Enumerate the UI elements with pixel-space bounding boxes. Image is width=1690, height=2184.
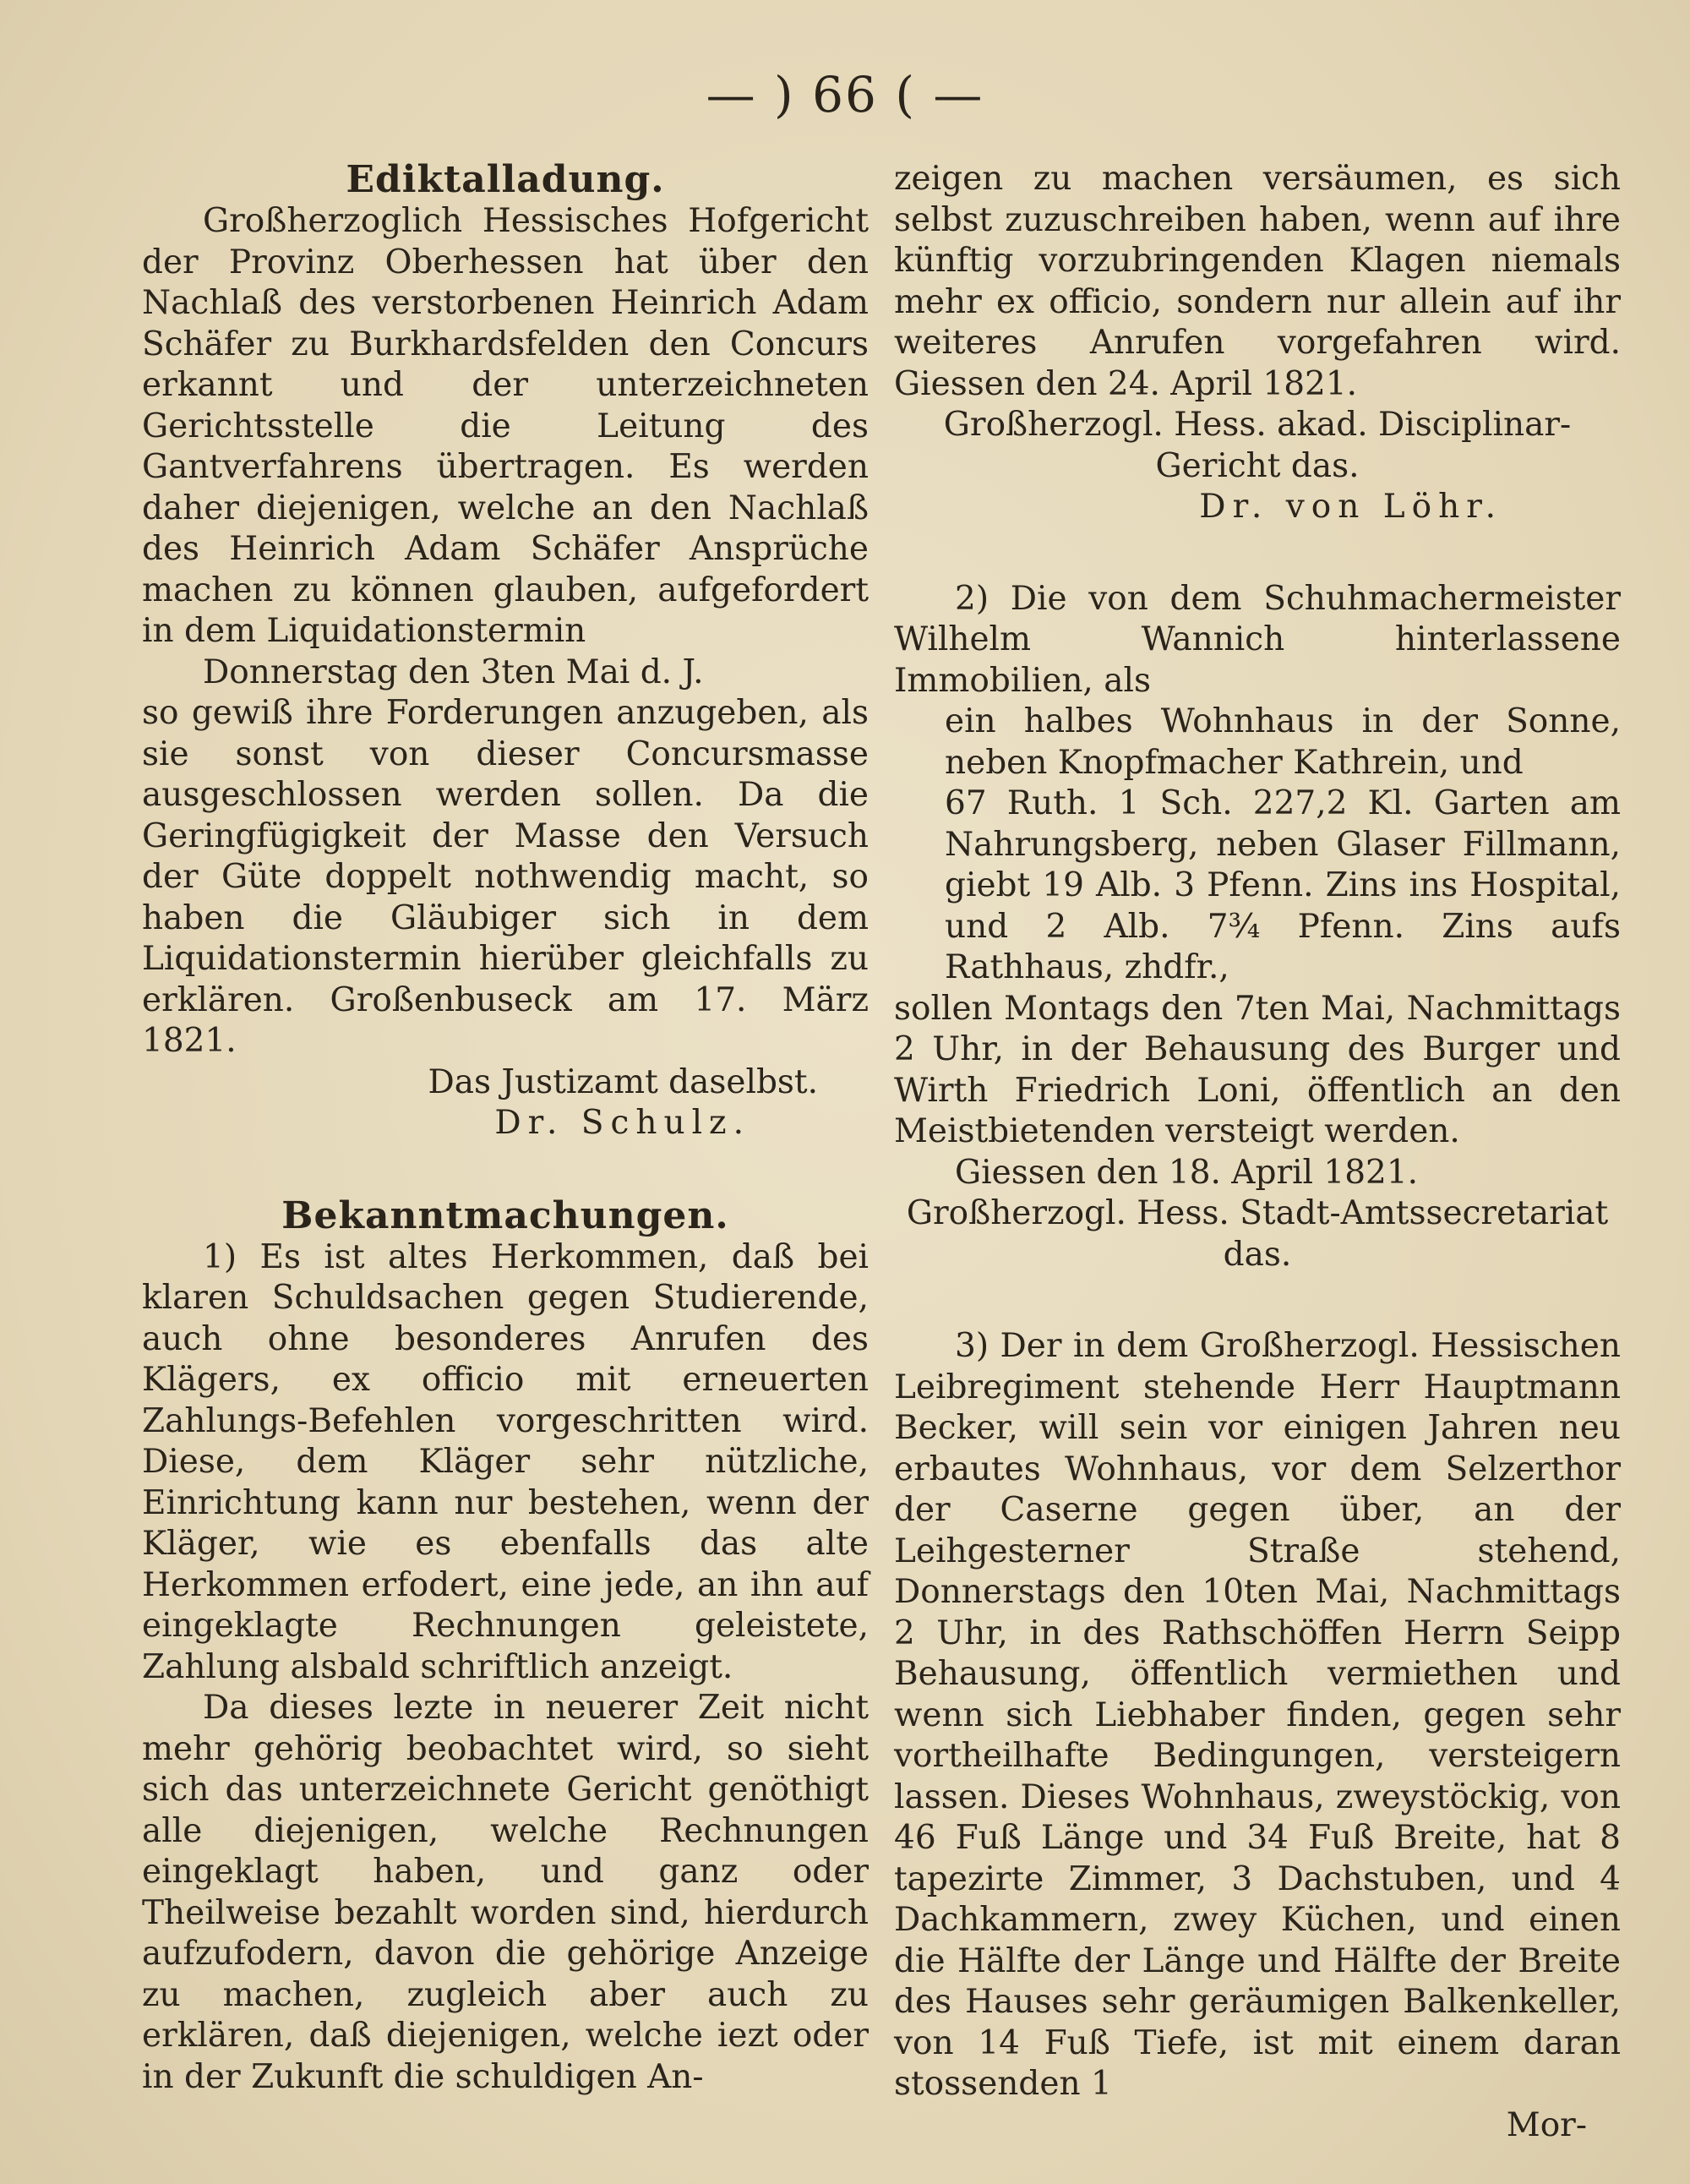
notice-1-continued: zeigen zu machen versäumen, es sich selbst zuzuschreiben haben, wenn auf ihre künftig vorzubringenden Klagen niemals mehr ex officio, sondern nur allein auf ihr weiteres Anrufen vorgefahren wird. Giessen den 24. April 1821. [894,160,1621,403]
notice-2-date: Giessen den 18. April 1821. [955,1153,1419,1192]
edict-date: Donnerstag den 3ten Mai d. J. [203,652,704,691]
page-number: — ) 66 ( — [706,66,984,123]
notice-2-body: sollen Montags den 7ten Mai, Nachmittags 2 Uhr, in der Behausung des Burger und Wirth Friedrich Loni, öffentlich an den Meistbietenden versteigt werden. [894,989,1621,1150]
heading-ediktalladung: Ediktalladung. [346,158,665,201]
heading-bekanntmachungen: Bekanntmachungen. [281,1193,729,1237]
edict-signature-name: Dr. Schulz. [494,1104,750,1142]
catchword: Mor- [1506,2105,1587,2144]
notice-1-signature-name: Dr. von Löhr. [1199,488,1502,526]
notice-2-item-2: 67 Ruth. 1 Sch. 227,2 Kl. Garten am Nahrungsberg, neben Glaser Fillmann, giebt 19 Alb. 3 Pfenn. Zins ins Hospital, und 2 Alb. 7¾ Pfenn. Zins aufs Rathhaus, zhdfr., [945,784,1621,986]
edict-paragraph: Großherzoglich Hessisches Hofgericht der Provinz Oberhessen hat über den Nachlaß des verstorbenen Heinrich Adam Schäfer zu Burkhardsfelden den Concurs erkannt und der unterzeichneten Gerichtsstelle die Leitung des Gantverfahrens übertragen. Es werden daher diejenigen, welche an den Nachlaß des Heinrich Adam Schäfer Ansprüche machen zu können glauben, aufgefordert in dem Liquidationstermin [142,202,869,650]
edict-paragraph-continued: so gewiß ihre Forderungen anzugeben, als sie sonst von dieser Concursmasse ausgeschlossen werden sollen. Da die Geringfügigkeit der Masse den Versuch der Güte doppelt nothwendig macht, so haben die Gläubiger sich in dem Liquidationstermin hierüber gleichfalls zu erklären. Großenbuseck am 17. März 1821. [142,694,869,1060]
notice-1-paragraph-2: Da dieses lezte in neuerer Zeit nicht mehr gehörig beobachtet wird, so sieht sich das unterzeichnete Gericht genöthigt alle diejenigen, welche Rechnungen eingeklagt haben, und ganz oder Theilweise bezahlt worden sind, hierdurch aufzufodern, davon die gehörige Anzeige zu machen, zugleich aber auch zu erklären, daß diejenigen, welche iezt oder in der Zukunft die schuldigen An- [142,1689,869,2096]
right-column [894,159,1621,2146]
edict-signature: Das Justizamt daselbst. [428,1062,818,1101]
notice-2-signature: Großherzogl. Hess. Stadt-Amtssecretariat das. [906,1194,1609,1274]
notice-2-intro: 2) Die von dem Schuhmachermeister Wilhelm Wannich hinterlassene Immobilien, als [894,579,1621,700]
notice-1-paragraph: 1) Es ist altes Herkommen, daß bei klaren Schuldsachen gegen Studierende, auch ohne besonderes Anrufen des Klägers, ex officio mit erneuerten Zahlungs-Befehlen vorgeschritten wird. Diese, dem Kläger sehr nützliche, Einrichtung kann nur bestehen, wenn der Kläger, wie es ebenfalls das alte Herkommen erfodert, eine jede, an ihn auf eingeklagte Rechnungen geleistete, Zahlung alsbald schriftlich anzeigt. [142,1237,869,1686]
notice-3-paragraph: 3) Der in dem Großherzogl. Hessischen Leibregiment stehende Herr Hauptmann Becker, will sein vor einigen Jahren neu erbautes Wohnhaus, vor dem Selzerthor der Caserne gegen über, an der Leihgesterner Straße stehend, Donnerstags den 10ten Mai, Nachmittags 2 Uhr, in des Rathschöffen Herrn Seipp Behausung, öffentlich vermiethen und wenn sich Liebhaber finden, gegen sehr vortheilhafte Bedingungen, versteigern lassen. Dieses Wohnhaus, zweystöckig, von 46 Fuß Länge und 34 Fuß Breite, hat 8 tapezirte Zimmer, 3 Dachstuben, und 4 Dachkammern, zwey Küchen, und einen die Hälfte der Länge und Hälfte der Breite des Hauses sehr geräumigen Balkenkeller, von 14 Fuß Tiefe, ist mit einem daran stossenden 1 [894,1327,1621,2103]
left-column [142,159,869,2098]
notice-2-item-1: ein halbes Wohnhaus in der Sonne, neben Knopfmacher Kathrein, und [945,702,1621,782]
notice-1-signature: Großherzogl. Hess. akad. Disciplinar-Gericht das. [943,406,1572,485]
